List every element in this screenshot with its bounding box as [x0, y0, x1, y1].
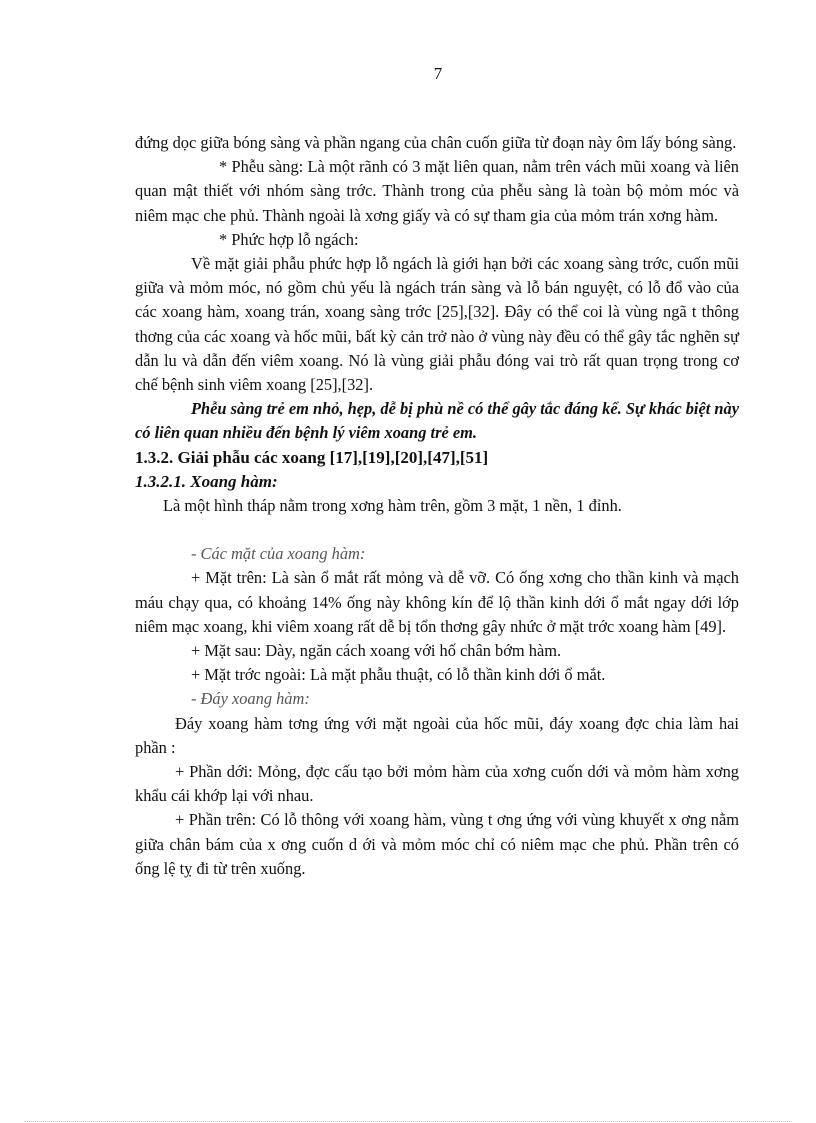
paragraph-ethmoid-infundibulum: * Phễu sàng: Là một rãnh có 3 mặt liên quan, nằm trên vách mũi xoang và liên quan mật thiết với nhóm sàng trớc. Thành trong của phễu sàng là toàn bộ mỏm móc và niêm mạc che phủ. Thành ngoài là xơng giấy và có sự tham gia của mỏm trán xơng hàm.: [135, 157, 739, 225]
paragraph-lower-part: + Phần dới: Mỏng, đợc cấu tạo bởi mỏm hàm của xơng cuốn dới và mỏm hàm xơng khẩu cái khớp lại với nhau.: [135, 762, 739, 806]
paragraph-anterior-side: + Mặt trớc ngoài: Là mặt phẫu thuật, có lỗ thần kinh dới ổ mắt.: [191, 665, 606, 685]
subsection-heading-maxillary-sinus: 1.3.2.1. Xoang hàm:: [135, 471, 278, 491]
paragraph-sides-title: - Các mặt của xoang hàm:: [191, 544, 366, 564]
paragraph-ostiomeatal-title: * Phức hợp lỗ ngách:: [219, 229, 359, 249]
paragraph-posterior-side: + Mặt sau: Dày, ngăn cách xoang với hố chân bớm hàm.: [191, 641, 562, 661]
paragraph-ethmoid-continuation: đứng dọc giữa bóng sàng và phần ngang của chân cuốn giữa từ đoạn này ôm lấy bóng sàng.: [135, 133, 737, 152]
paragraph-ostiomeatal-complex: Về mặt giải phẫu phức hợp lỗ ngách là giới hạn bởi các xoang sàng trớc, cuốn mũi giữa và mỏm móc, nó gồm chủ yếu là ngách trán sàng và lỗ bán nguyệt, có lỗ đổ vào của các xoang hàm, xoang trán, xoang sàng trớc [25],[32]. Đây có thể coi là vùng ngã t thông thơng của các xoang và hốc mũi, bất kỳ cản trở nào ở vùng này đều có thể gây tắc nghẽn sự dẫn lu và dẫn đến viêm xoang. Nó là vùng giải phẫu đóng vai trò rất quan trọng trong cơ chế bệnh sinh viêm xoang [25],[32].: [135, 254, 739, 395]
paragraph-floor-title: - Đáy xoang hàm:: [191, 689, 310, 709]
footer-divider: [24, 1121, 792, 1122]
paragraph-upper-side: + Mặt trên: Là sàn ổ mắt rất mỏng và dễ vỡ. Có ống xơng cho thần kinh và mạch máu chạy qua, có khoảng 14% ống này không kín để lộ thần kinh dới ổ mắt ngay dới lớp niêm mạc xoang, khi viêm xoang rất dễ bị tổn thơng gây nhức ở mặt trớc xoang hàm [49].: [135, 568, 739, 636]
paragraph-children-note: Phễu sàng trẻ em nhỏ, hẹp, dễ bị phù nề có thể gây tắc đáng kể. Sự khác biệt này có liên quan nhiều đến bệnh lý viêm xoang trẻ em.: [135, 399, 739, 443]
page-number: 7: [433, 64, 443, 83]
paragraph-floor-description: Đáy xoang hàm tơng ứng với mặt ngoài của hốc mũi, đáy xoang đợc chia làm hai phần :: [135, 713, 739, 757]
paragraph-upper-part: + Phần trên: Có lỗ thông với xoang hàm, vùng t ơng ứng với vùng khuyết x ơng nằm giữa chân bám của x ơng cuốn d ới và mỏm móc chỉ có niêm mạc che phủ. Phần trên có ống lệ tỵ đi từ trên xuống.: [135, 810, 739, 878]
section-heading-sinus-anatomy: 1.3.2. Giải phẫu các xoang [17],[19],[20],[47],[51]: [135, 447, 489, 467]
spacer: [135, 518, 739, 542]
paragraph-maxillary-shape: Là một hình tháp nằm trong xơng hàm trên, gồm 3 mặt, 1 nền, 1 đỉnh.: [163, 496, 622, 516]
document-body: [135, 131, 739, 881]
